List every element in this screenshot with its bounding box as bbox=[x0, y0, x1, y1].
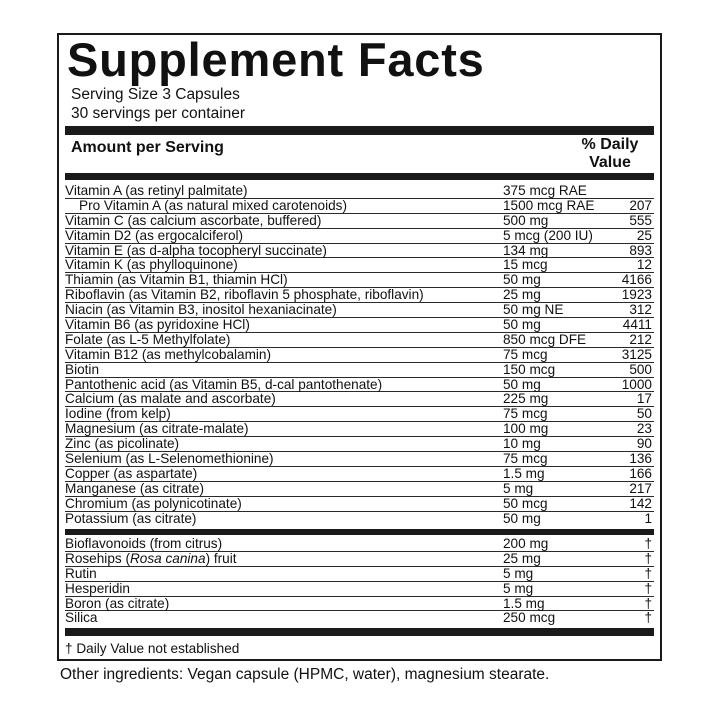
table-row bbox=[65, 392, 654, 407]
nutrient-daily-value: 500 bbox=[629, 361, 652, 377]
nutrient-name: Vitamin K (as phylloquinone) bbox=[65, 257, 238, 273]
nutrient-amount: 15 mcg bbox=[503, 257, 548, 273]
nutrient-amount: 50 mg NE bbox=[503, 302, 564, 318]
nutrient-daily-value: 3125 bbox=[621, 346, 652, 362]
nutrient-daily-value: 17 bbox=[636, 391, 652, 407]
nutrient-amount: 5 mg bbox=[503, 565, 534, 581]
nutrient-name: Iodine (from kelp) bbox=[65, 406, 171, 422]
nutrient-daily-value: 25 bbox=[636, 227, 652, 243]
nutrient-name: Vitamin C (as calcium ascorbate, buffered) bbox=[65, 212, 322, 228]
nutrient-amount: 225 mg bbox=[503, 391, 549, 407]
nutrient-name: Pantothenic acid (as Vitamin B5, d-cal pantothenate) bbox=[65, 376, 383, 392]
nutrient-amount: 200 mg bbox=[503, 536, 549, 551]
nutrient-daily-value: † bbox=[644, 610, 652, 626]
nutrient-daily-value: 4411 bbox=[622, 317, 652, 333]
nutrient-name: Magnesium (as citrate-malate) bbox=[65, 421, 249, 437]
nutrient-daily-value: † bbox=[644, 536, 652, 551]
nutrient-name: Folate (as L-5 Methylfolate) bbox=[65, 331, 231, 347]
nutrient-amount: 75 mcg bbox=[503, 451, 548, 467]
nutrient-daily-value: 555 bbox=[629, 212, 652, 228]
table-row bbox=[65, 184, 654, 199]
table-row bbox=[65, 407, 654, 422]
nutrient-name: Biotin bbox=[65, 361, 100, 377]
nutrient-name: Chromium (as polynicotinate) bbox=[65, 495, 242, 511]
nutrient-amount: 1500 mcg RAE bbox=[503, 197, 595, 213]
nutrient-amount: 10 mg bbox=[503, 436, 541, 452]
nutrient-amount: 5 mg bbox=[503, 580, 534, 596]
nutrient-name: Calcium (as malate and ascorbate) bbox=[65, 391, 276, 407]
nutrient-daily-value: † bbox=[644, 550, 652, 566]
table-row bbox=[65, 422, 654, 437]
table-row bbox=[65, 363, 654, 378]
nutrient-name: Vitamin A (as retinyl palmitate) bbox=[65, 183, 248, 198]
daily-value-header-line2: Value bbox=[589, 154, 631, 171]
nutrient-amount: 50 mg bbox=[503, 376, 541, 392]
nutrient-amount: 500 mg bbox=[503, 212, 549, 228]
table-row bbox=[65, 303, 654, 318]
table-row bbox=[65, 552, 654, 567]
nutrient-daily-value: 4166 bbox=[621, 272, 652, 288]
thick-divider bbox=[65, 173, 654, 180]
table-row bbox=[65, 597, 654, 612]
nutrient-name: Zinc (as picolinate) bbox=[65, 436, 180, 452]
supplement-facts-panel bbox=[57, 33, 662, 661]
nutrient-name: Vitamin D2 (as ergocalciferol) bbox=[65, 227, 244, 243]
table-row bbox=[65, 288, 654, 303]
daily-value-footnote: † Daily Value not established bbox=[65, 641, 240, 656]
nutrient-daily-value: 1923 bbox=[621, 287, 652, 303]
table-row bbox=[65, 229, 654, 244]
nutrient-name: Bioflavonoids (from citrus) bbox=[65, 536, 223, 551]
nutrient-name: Thiamin (as Vitamin B1, thiamin HCl) bbox=[65, 272, 288, 288]
nutrient-name bbox=[65, 552, 237, 566]
other-ingredients-text: Other ingredients: Vegan capsule (HPMC, water), magnesium stearate. bbox=[60, 666, 550, 683]
nutrient-daily-value: 136 bbox=[629, 451, 652, 467]
nutrient-amount: 25 mg bbox=[503, 287, 541, 303]
table-row bbox=[65, 497, 654, 512]
nutrient-amount: 50 mg bbox=[503, 317, 541, 333]
table-row bbox=[65, 582, 654, 597]
other-ingredients-table bbox=[65, 537, 654, 626]
nutrient-name: Selenium (as L-Selenomethionine) bbox=[65, 451, 274, 467]
table-row bbox=[65, 199, 654, 214]
nutrient-amount: 75 mcg bbox=[503, 406, 548, 422]
nutrient-name: Pro Vitamin A (as natural mixed carotenoids) bbox=[79, 197, 347, 213]
nutrient-daily-value: 217 bbox=[629, 480, 652, 496]
nutrient-daily-value: 893 bbox=[629, 242, 652, 258]
table-row bbox=[65, 348, 654, 363]
nutrient-amount: 134 mg bbox=[503, 242, 549, 258]
nutrient-amount: 50 mg bbox=[503, 510, 541, 526]
amount-per-serving-header: Amount per Serving bbox=[71, 139, 224, 156]
nutrient-name-italic: Rosa canina bbox=[129, 550, 206, 566]
table-row bbox=[65, 318, 654, 333]
nutrient-name: Niacin (as Vitamin B3, inositol hexaniacinate) bbox=[65, 302, 337, 318]
nutrient-daily-value: 12 bbox=[636, 257, 652, 273]
nutrient-daily-value: † bbox=[644, 565, 652, 581]
table-row bbox=[65, 258, 654, 273]
table-row bbox=[65, 482, 654, 497]
nutrient-name: Riboflavin (as Vitamin B2, riboflavin 5 phosphate, riboflavin) bbox=[65, 287, 424, 303]
nutrient-amount: 5 mcg (200 IU) bbox=[503, 227, 593, 243]
nutrient-daily-value: † bbox=[644, 595, 652, 611]
table-row bbox=[65, 512, 654, 527]
nutrient-amount: 250 mcg bbox=[503, 610, 556, 626]
nutrient-daily-value: 1000 bbox=[621, 376, 652, 392]
thick-divider bbox=[65, 126, 654, 135]
nutrient-daily-value: 90 bbox=[636, 436, 652, 452]
nutrient-name: Vitamin E (as d-alpha tocopheryl succinate) bbox=[65, 242, 327, 258]
nutrient-name: Hesperidin bbox=[65, 580, 130, 596]
nutrient-daily-value: 142 bbox=[629, 495, 652, 511]
table-row bbox=[65, 244, 654, 259]
nutrient-amount: 1.5 mg bbox=[503, 595, 545, 611]
thick-divider bbox=[65, 628, 654, 636]
nutrient-amount: 75 mcg bbox=[503, 346, 548, 362]
table-row bbox=[65, 333, 654, 348]
table-row bbox=[65, 537, 654, 552]
nutrient-daily-value: 1 bbox=[644, 510, 652, 526]
nutrient-daily-value: 207 bbox=[629, 197, 652, 213]
table-row bbox=[65, 437, 654, 452]
nutrient-amount: 50 mcg bbox=[503, 495, 548, 511]
nutrient-amount: 850 mcg DFE bbox=[503, 331, 587, 347]
nutrient-name: Copper (as aspartate) bbox=[65, 465, 198, 481]
table-row bbox=[65, 273, 654, 288]
nutrient-daily-value: 23 bbox=[636, 421, 652, 437]
nutrient-daily-value: 212 bbox=[629, 331, 652, 347]
servings-per-container: 30 servings per container bbox=[71, 105, 246, 122]
nutrient-name: Silica bbox=[65, 610, 98, 626]
panel-title: Supplement Facts bbox=[67, 33, 485, 86]
nutrient-name: Vitamin B6 (as pyridoxine HCl) bbox=[65, 317, 250, 333]
nutrient-daily-value: 166 bbox=[629, 465, 652, 481]
nutrient-amount: 150 mcg bbox=[503, 361, 556, 377]
table-row bbox=[65, 611, 654, 626]
nutrient-name: Vitamin B12 (as methylcobalamin) bbox=[65, 346, 272, 362]
table-row bbox=[65, 452, 654, 467]
nutrient-amount: 1.5 mg bbox=[503, 465, 545, 481]
nutrient-name: Boron (as citrate) bbox=[65, 595, 170, 611]
serving-size: Serving Size 3 Capsules bbox=[71, 86, 240, 103]
nutrient-name: Potassium (as citrate) bbox=[65, 510, 197, 526]
nutrient-name: Manganese (as citrate) bbox=[65, 480, 205, 496]
thick-divider bbox=[65, 529, 654, 535]
daily-value-header bbox=[570, 136, 650, 172]
nutrient-amount: 25 mg bbox=[503, 550, 541, 566]
nutrient-daily-value: 50 bbox=[636, 406, 652, 422]
table-row bbox=[65, 567, 654, 582]
table-row bbox=[65, 214, 654, 229]
nutrient-name: Rutin bbox=[65, 565, 97, 581]
nutrient-daily-value: † bbox=[644, 580, 652, 596]
nutrient-amount: 5 mg bbox=[503, 480, 534, 496]
nutrient-amount: 100 mg bbox=[503, 421, 549, 437]
table-row bbox=[65, 378, 654, 393]
daily-value-header-line1: % Daily bbox=[581, 136, 639, 153]
nutrient-amount: 375 mcg RAE bbox=[503, 183, 587, 198]
nutrient-table bbox=[65, 184, 654, 526]
nutrient-daily-value: 312 bbox=[629, 302, 652, 318]
nutrient-name-part: ) fruit bbox=[205, 550, 237, 566]
table-row bbox=[65, 467, 654, 482]
nutrient-name-part: Rosehips ( bbox=[65, 550, 130, 566]
nutrient-amount: 50 mg bbox=[503, 272, 541, 288]
